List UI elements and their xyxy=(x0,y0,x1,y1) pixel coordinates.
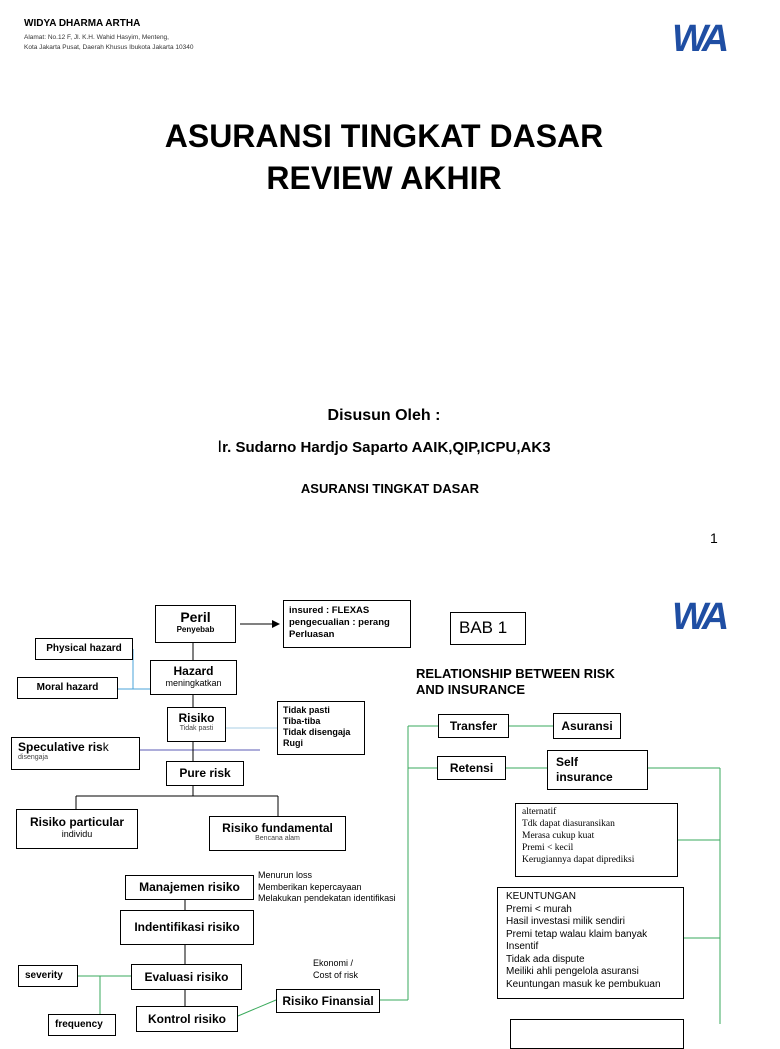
individu-label: individu xyxy=(61,829,93,839)
keuntungan-box xyxy=(497,887,684,999)
ekonomi-note xyxy=(313,958,358,981)
bottom-partial-box xyxy=(510,1019,684,1049)
risiko-fundamental-box xyxy=(209,816,346,851)
alternatif-line: Premi < kecil xyxy=(522,843,574,853)
manajemen-risiko-box: Manajemen risiko xyxy=(125,875,254,900)
risk-trait: Rugi xyxy=(283,738,303,748)
evaluasi-risiko-box: Evaluasi risiko xyxy=(131,964,242,990)
company-address-line1: Alamat: No.12 F, Jl. K.H. Wahid Hasyim, Menteng, xyxy=(24,34,169,41)
self-insurance-box xyxy=(547,750,648,790)
self-insurance-line: Self xyxy=(556,755,579,769)
alternatif-line: Merasa cukup kuat xyxy=(522,831,595,841)
severity-box: severity xyxy=(18,965,78,987)
page-number: 1 xyxy=(710,530,718,546)
keuntungan-line: Hasil investasi milik sendiri xyxy=(506,916,625,927)
risk-traits-box xyxy=(277,701,365,755)
keuntungan-line: Premi tetap walau klaim banyak xyxy=(506,928,648,940)
manajemen-note: Memberikan kepercayaan xyxy=(258,881,362,892)
insured-line: insured : FLEXAS xyxy=(289,605,370,616)
slide-title-line1: ASURANSI TINGKAT DASAR xyxy=(164,118,604,154)
identifikasi-risiko-box: Indentifikasi risiko xyxy=(120,910,254,945)
peril-box xyxy=(155,605,236,643)
footer-title: ASURANSI TINGKAT DASAR xyxy=(300,481,480,496)
risk-trait: Tiba-tiba xyxy=(283,716,321,726)
insured-line: Perluasan xyxy=(289,629,335,640)
risiko-box xyxy=(167,707,226,742)
risiko-label: Risiko xyxy=(178,711,215,725)
transfer-box: Transfer xyxy=(438,714,509,738)
relationship-line2: AND INSURANCE xyxy=(416,682,526,697)
alternatif-line: Tdk dapat diasuransikan xyxy=(522,819,615,829)
author-rest: r. Sudarno Hardjo Saparto AAIK,QIP,ICPU,AK3 xyxy=(222,439,551,456)
ekonomi-line: Cost of risk xyxy=(313,969,359,980)
bencana-alam-label: Bencana alam xyxy=(255,835,300,842)
insured-box xyxy=(283,600,411,648)
kontrol-risiko-box: Kontrol risiko xyxy=(136,1006,238,1032)
company-address-line2: Kota Jakarta Pusat, Daerah Khusus Ibukota Jakarta 10340 xyxy=(24,44,194,51)
bab-box: BAB 1 xyxy=(450,612,526,645)
peril-label: Peril xyxy=(180,609,211,625)
author-name xyxy=(0,437,768,457)
risiko-particular-box xyxy=(16,809,138,849)
keuntungan-line: Premi < murah xyxy=(506,903,572,915)
alternatif-box xyxy=(515,803,678,877)
hazard-label: Hazard xyxy=(173,664,214,678)
pure-risk-box: Pure risk xyxy=(166,761,244,786)
insured-line: pengecualian : perang xyxy=(289,617,390,628)
author-prefix: I xyxy=(217,437,223,456)
slide-title-line2: REVIEW AKHIR xyxy=(266,160,502,196)
keuntungan-line: KEUNTUNGAN xyxy=(506,891,577,902)
keuntungan-line: Meiliki ahli pengelola asuransi xyxy=(506,966,639,977)
company-logo: WA xyxy=(672,18,726,60)
alternatif-line: alternatif xyxy=(522,807,557,817)
speculative-risk-box xyxy=(11,737,140,770)
physical-hazard-box: Physical hazard xyxy=(35,638,133,660)
disengaja-label: disengaja xyxy=(18,754,48,761)
asuransi-box: Asuransi xyxy=(553,713,621,739)
company-name: WIDYA DHARMA ARTHA xyxy=(24,18,141,29)
prepared-by-label: Disusun Oleh : xyxy=(327,407,441,424)
manajemen-note: Menurun loss xyxy=(258,870,313,880)
meningkatkan-label: meningkatkan xyxy=(165,678,222,688)
hazard-box xyxy=(150,660,237,695)
frequency-box: frequency xyxy=(48,1014,116,1036)
manajemen-note: Melakukan pendekatan identifikasi xyxy=(258,893,396,903)
risiko-fundamental-label: Risiko fundamental xyxy=(222,821,333,835)
penyebab-label: Penyebab xyxy=(176,625,215,634)
speculative-label-end: k xyxy=(102,740,109,754)
risiko-particular-label: Risiko particular xyxy=(29,815,125,829)
risiko-finansial-box: Risiko Finansial xyxy=(276,989,380,1013)
risk-trait: Tidak disengaja xyxy=(283,727,351,737)
keuntungan-line: Tidak ada dispute xyxy=(506,953,585,965)
moral-hazard-box: Moral hazard xyxy=(17,677,118,699)
relationship-heading xyxy=(416,666,615,698)
risk-diagram-slide xyxy=(0,578,768,1030)
risk-trait: Tidak pasti xyxy=(283,705,330,715)
relationship-line1: RELATIONSHIP BETWEEN RISK xyxy=(416,666,615,681)
self-insurance-line: insurance xyxy=(556,770,613,784)
tidak-pasti-label: Tidak pasti xyxy=(179,725,214,732)
ekonomi-line: Ekonomi / xyxy=(313,958,354,968)
alternatif-line: Kerugiannya dapat diprediksi xyxy=(522,855,635,865)
keuntungan-line: Insentif xyxy=(506,941,539,952)
manajemen-notes xyxy=(258,870,396,905)
arrow-head-icon xyxy=(272,620,280,628)
retensi-box: Retensi xyxy=(437,756,506,780)
speculative-label: Speculative ris xyxy=(18,740,103,754)
keuntungan-line: Keuntungan masuk ke pembukuan xyxy=(506,978,661,990)
company-logo: WA xyxy=(672,596,726,638)
